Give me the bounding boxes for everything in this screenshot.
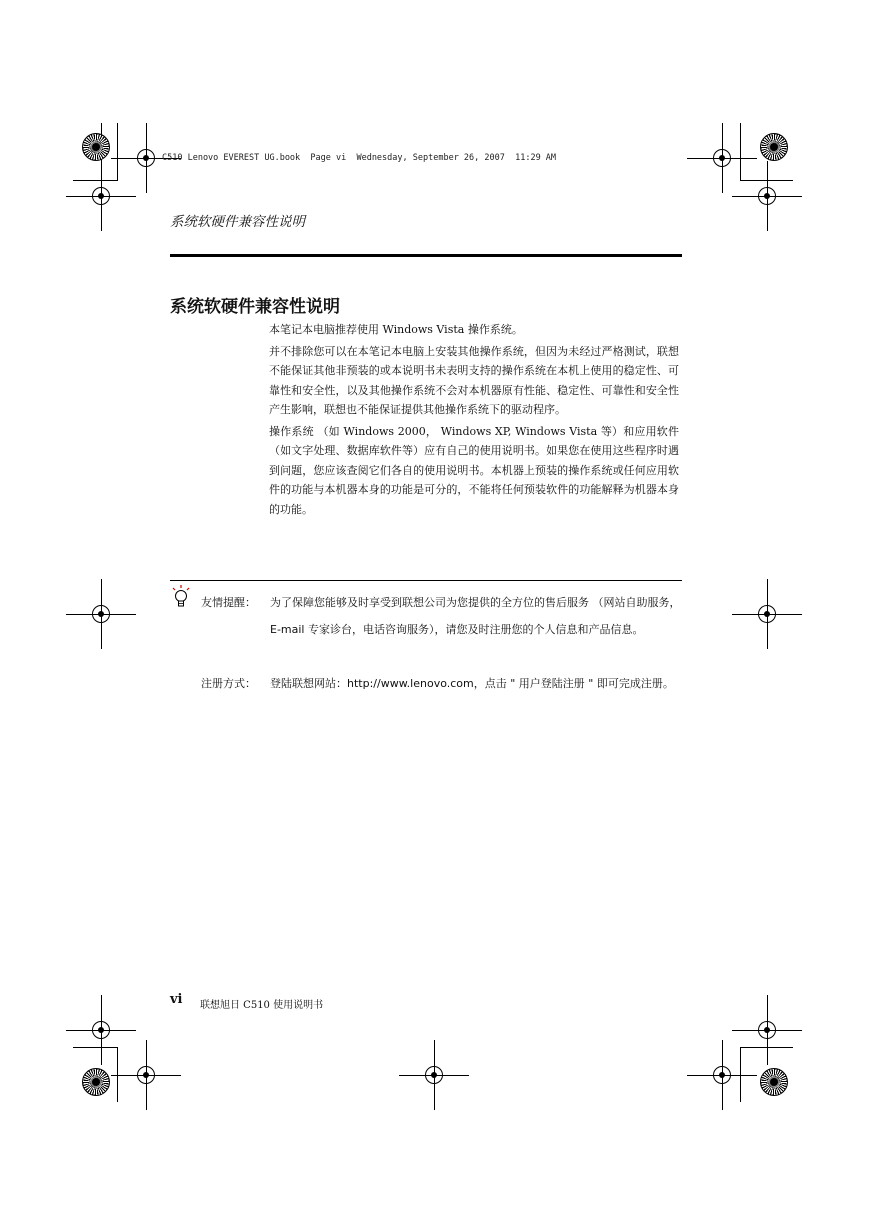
register-label: 注册方式： — [201, 677, 256, 690]
registration-wheel-icon — [760, 1068, 788, 1096]
registration-wheel-icon — [82, 133, 110, 161]
paragraph: 本笔记本电脑推荐使用 Windows Vista 操作系统。 — [269, 323, 523, 336]
print-slug: C510 Lenovo EVEREST UG.book Page vi Wednesday, September 26, 2007 11:29 AM — [162, 153, 557, 163]
reminder-label: 友情提醒： — [201, 596, 256, 609]
header-rule — [170, 254, 682, 257]
note-rule — [170, 580, 682, 581]
registration-wheel-icon — [760, 133, 788, 161]
footer-book-title: 联想旭日 C510 使用说明书 — [200, 1000, 324, 1011]
section-title: 系统软硬件兼容性说明 — [170, 297, 340, 317]
reminder-text: 为了保障您能够及时享受到联想公司为您提供的全方位的售后服务 （网站自助服务， E-mail 专家诊台，电话咨询服务），请您及时注册您的个人信息和产品信息。 — [270, 596, 681, 636]
body-text — [269, 320, 679, 521]
paragraph: 并不排除您可以在本笔记本电脑上安装其他操作系统，但因为未经过严格测试，联想不能保证其他非预装的或本说明书未表明支持的操作系统在本机上使用的稳定性、可靠性和安全性，以及其他操作系统不会对本机器原有性能、稳定性、可靠性和安全性产生影响，联想也不能保证提供其他操作系统下的驱动程序。 — [269, 344, 679, 416]
running-head: 系统软硬件兼容性说明 — [170, 214, 305, 230]
register-text: 登陆联想网站：http://www.lenovo.com，点击 " 用户登陆注册 " 即可完成注册。 — [270, 677, 674, 690]
page-number: vi — [170, 992, 183, 1007]
paragraph: 操作系统 （如 Windows 2000， Windows XP, Windows Vista 等）和应用软件（如文字处理、数据库软件等）应有自己的使用说明书。如果您在使用这些程序时遇到问题，您应该查阅它们各自的使用说明书。本机器上预装的操作系统或任何应用软件的功能与本机器本身的功能是可分的，不能将任何预装软件的功能解释为机器本身的功能。 — [269, 424, 679, 516]
registration-wheel-icon — [82, 1068, 110, 1096]
